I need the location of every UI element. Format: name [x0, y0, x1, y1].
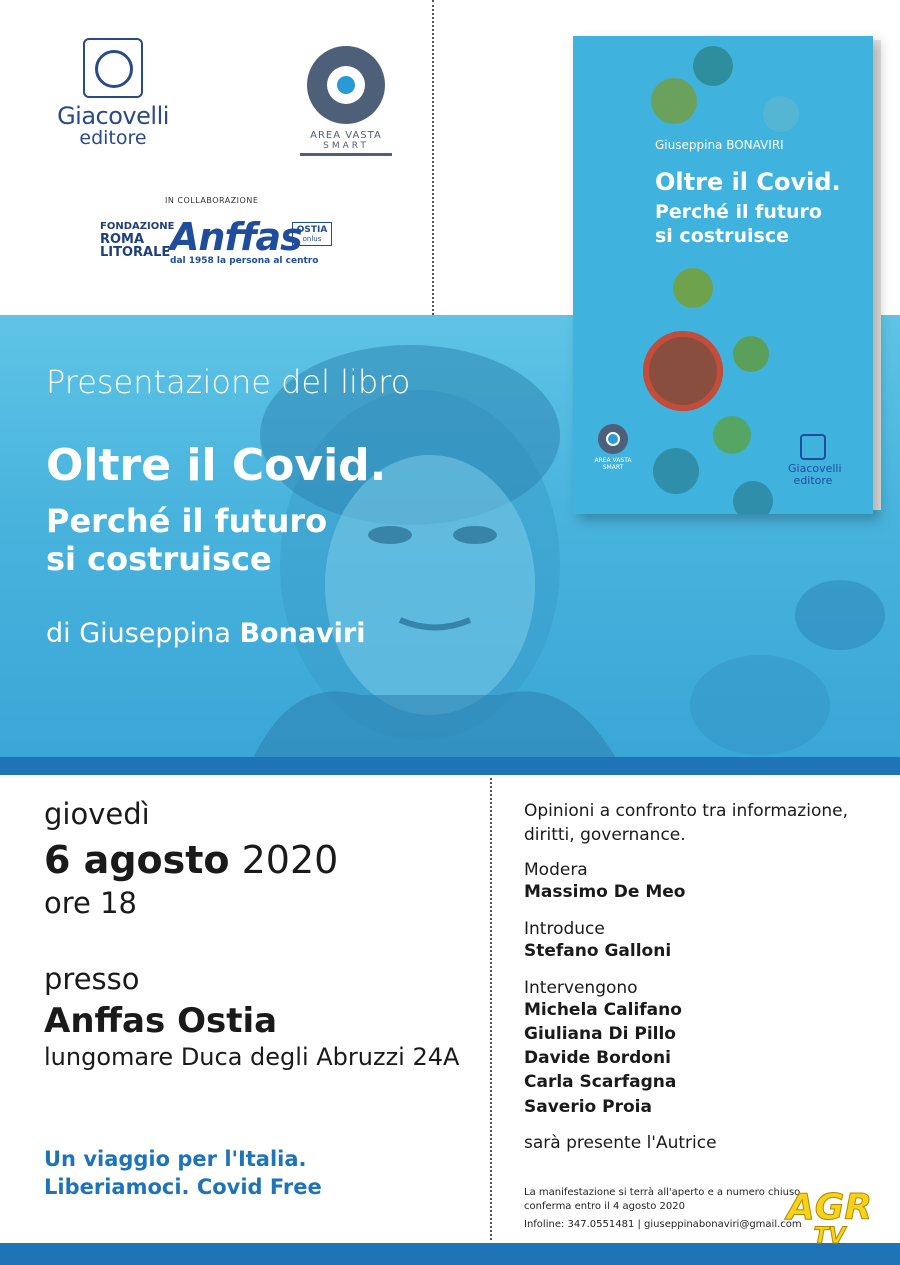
- band-bottom-strip: [0, 757, 900, 775]
- virus-icon: [673, 268, 713, 308]
- anffas-tagline: dal 1958 la persona al centro: [170, 256, 319, 266]
- anffas-name: Anffas: [170, 215, 302, 259]
- fondazione-line3: LITORALE: [100, 245, 171, 261]
- giacovelli-mini-icon: [800, 434, 826, 460]
- agr-brand: AGR: [786, 1187, 873, 1228]
- hero-author: [46, 618, 365, 649]
- fondazione-logo: [100, 221, 175, 261]
- venue-label: presso: [44, 962, 140, 996]
- infoline: Infoline: 347.0551481 | giuseppinabonaviri@gmail.com: [524, 1219, 802, 1230]
- agr-sub: TV: [813, 1224, 846, 1249]
- slogan-line1: Un viaggio per l'Italia.: [44, 1147, 307, 1171]
- event-day: giovedì: [44, 797, 150, 831]
- giacovelli-sub: editore: [79, 127, 147, 149]
- collaboration-label: IN COLLABORAZIONE: [165, 196, 259, 205]
- speaker-name: Giuliana Di Pillo: [524, 1024, 676, 1045]
- book-cover: [573, 36, 873, 514]
- slogan-line2: Liberiamoci. Covid Free: [44, 1175, 322, 1200]
- event-date: [44, 838, 338, 882]
- giacovelli-name: Giacovelli: [57, 102, 169, 130]
- virus-icon: [763, 96, 799, 132]
- book-partner-name: AREA VASTA: [594, 457, 632, 464]
- speakers-block: [524, 978, 874, 1119]
- area-vasta-ring-icon: [307, 46, 385, 124]
- introducer-name: Stefano Galloni: [524, 941, 672, 961]
- moderator-label: Modera: [524, 860, 588, 880]
- ostia-label: OSTIA: [296, 225, 328, 235]
- event-time: ore 18: [44, 886, 137, 920]
- giacovelli-mark-icon: [83, 38, 143, 98]
- book-title-line2: Perché il futuro: [655, 201, 822, 223]
- book-area-vasta-logo: [593, 424, 633, 471]
- area-vasta-name: AREA VASTA: [310, 130, 382, 141]
- book-title-line1: Oltre il Covid.: [655, 168, 841, 196]
- fondazione-line1: FONDAZIONE: [100, 221, 175, 232]
- virus-icon: [733, 481, 773, 514]
- book-title-rest: [655, 201, 822, 249]
- speaker-name: Michela Califano: [524, 1000, 682, 1020]
- introducer-block: [524, 919, 874, 963]
- speakers-label: Intervengono: [524, 978, 638, 998]
- virus-icon: [733, 336, 769, 372]
- slogan: [44, 1145, 322, 1202]
- author-prefix: di Giuseppina: [46, 618, 231, 649]
- author-note: sarà presente l'Autrice: [524, 1133, 717, 1153]
- event-date-bold: 6 agosto: [44, 838, 230, 882]
- virus-icon: [653, 448, 699, 494]
- book-publisher-name: Giacovelli: [788, 462, 842, 475]
- lower-divider: [490, 778, 492, 1240]
- hero-title-line1: Oltre il Covid.: [46, 440, 387, 491]
- bottom-strip: [0, 1243, 900, 1265]
- notice-line2: conferma entro il 4 agosto 2020: [524, 1200, 685, 1212]
- hero-title-line3: si costruisce: [46, 540, 272, 579]
- ostia-sub: onlus: [302, 235, 322, 243]
- book-publisher-sub: editore: [793, 474, 833, 488]
- virus-icon: [643, 331, 723, 411]
- author-surname: Bonaviri: [239, 618, 366, 649]
- background-blur: [680, 555, 900, 755]
- venue-name: Anffas Ostia: [44, 1001, 278, 1041]
- speaker-name: Saverio Proia: [524, 1096, 652, 1117]
- event-notice: [524, 1186, 814, 1213]
- introducer-label: Introduce: [524, 919, 605, 939]
- virus-icon: [713, 416, 751, 454]
- book-author: Giuseppina BONAVIRI: [655, 138, 784, 152]
- event-year: 2020: [241, 838, 339, 882]
- agr-tv-watermark: [772, 1187, 887, 1249]
- area-vasta-mini-icon: [598, 424, 628, 454]
- top-divider: [432, 0, 434, 315]
- virus-icon: [693, 46, 733, 86]
- area-vasta-sub: SMART: [300, 141, 392, 156]
- moderator-block: [524, 860, 874, 904]
- ostia-badge: [292, 222, 332, 246]
- moderator-name: Massimo De Meo: [524, 882, 686, 902]
- fondazione-line2: ROMA: [100, 231, 145, 247]
- virus-icon: [651, 78, 697, 124]
- venue-address: lungomare Duca degli Abruzzi 24A: [44, 1043, 460, 1071]
- hero-kicker: Presentazione del libro: [46, 363, 411, 401]
- giacovelli-logo: [48, 38, 178, 149]
- book-giacovelli-logo: [788, 434, 842, 488]
- speaker-name: Carla Scarfagna: [524, 1072, 677, 1093]
- book-page-edge: [873, 40, 881, 510]
- program-intro: Opinioni a confronto tra informazione, diritti, governance.: [524, 801, 848, 845]
- book-partner-sub: SMART: [602, 464, 624, 471]
- notice-line1: La manifestazione si terrà all'aperto e a numero chiuso: [524, 1187, 801, 1198]
- hero-title-rest: [46, 502, 466, 579]
- area-vasta-logo: [300, 46, 392, 156]
- book-title-line3: si costruisce: [655, 224, 790, 247]
- speaker-name: Davide Bordoni: [524, 1048, 671, 1069]
- hero-title-line2: Perché il futuro: [46, 502, 328, 540]
